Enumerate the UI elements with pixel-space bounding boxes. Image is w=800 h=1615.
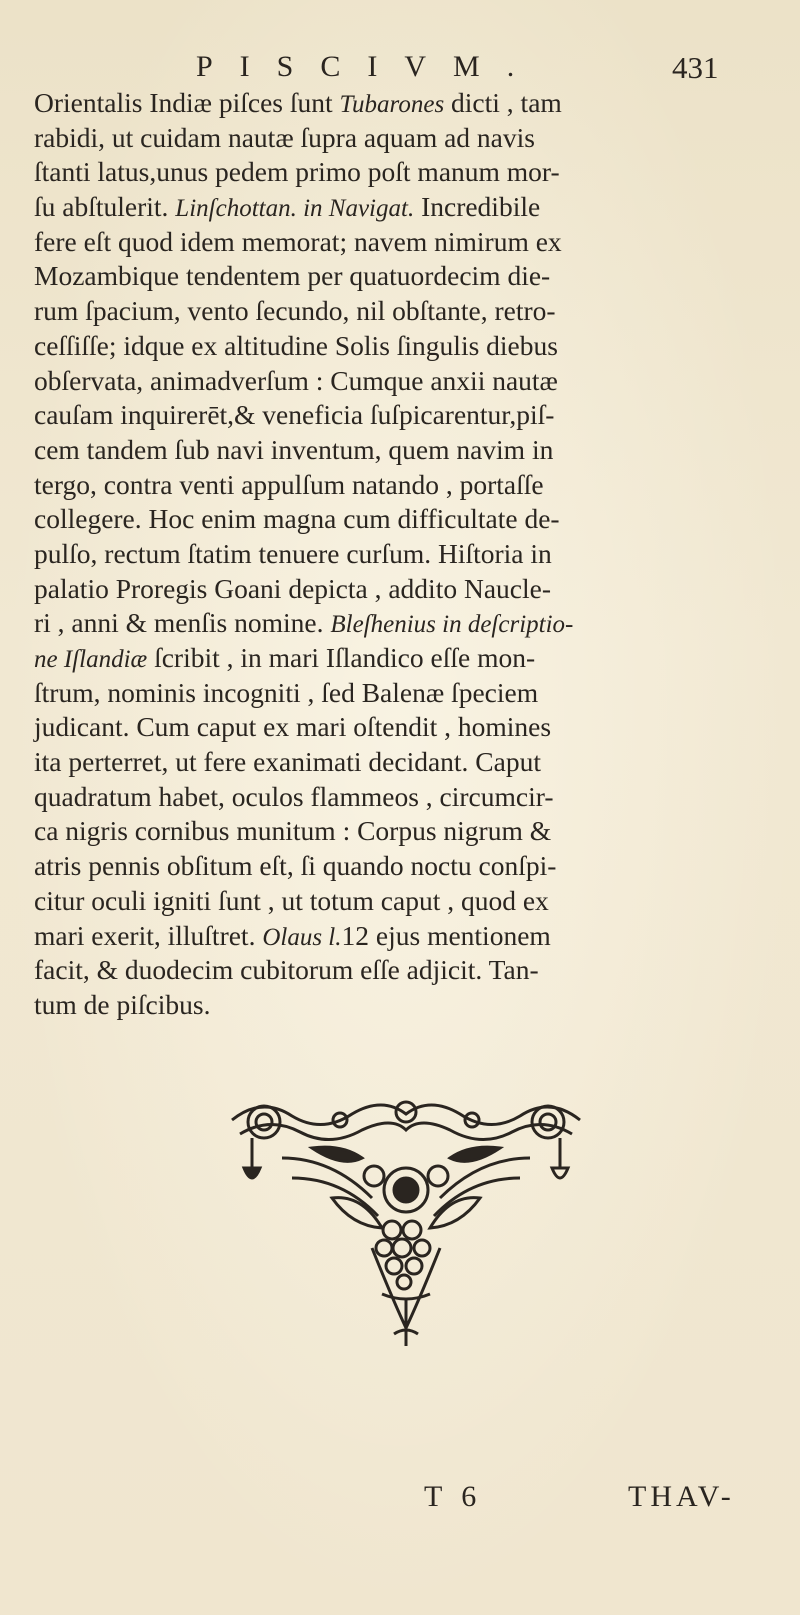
catchword: THAV- bbox=[628, 1480, 735, 1513]
text-line bbox=[34, 710, 734, 745]
text-line bbox=[34, 537, 734, 572]
italic-citation: Tubarones bbox=[339, 91, 445, 118]
text-segment: dicti , tam bbox=[444, 87, 562, 118]
text-line bbox=[34, 988, 734, 1023]
text-segment: collegere. Hoc enim magna cum difficultate de- bbox=[34, 503, 560, 535]
text-line bbox=[34, 190, 734, 225]
text-line bbox=[34, 121, 734, 156]
text-line bbox=[34, 814, 734, 849]
text-line bbox=[34, 398, 734, 433]
text-line bbox=[34, 919, 734, 954]
text-segment: tum de piſcibus. bbox=[34, 988, 211, 1020]
text-segment: cauſam inquirerēt,& veneficia ſuſpicarentur,piſ- bbox=[34, 399, 555, 431]
text-segment: rabidi, ut cuidam nautæ ſupra aquam ad navis bbox=[34, 121, 535, 153]
italic-citation: ne Iſlandiæ bbox=[34, 646, 148, 673]
text-segment: ri , anni & menſis nomine. bbox=[34, 607, 331, 639]
text-line bbox=[34, 884, 734, 919]
text-segment: palatio Proregis Goani depicta , addito Naucle- bbox=[34, 572, 551, 604]
text-segment: fere eſt quod idem memorat; navem nimirum ex bbox=[34, 225, 562, 257]
text-segment: ita perterret, ut fere exanimati decidant. Caput bbox=[34, 746, 541, 778]
text-line bbox=[34, 294, 734, 329]
text-segment: quadratum habet, oculos flammeos , circumcir- bbox=[34, 780, 554, 812]
text-line bbox=[34, 259, 734, 294]
text-line bbox=[34, 606, 734, 641]
text-segment: ſu abſtulerit. bbox=[34, 191, 176, 223]
text-segment: citur oculi igniti ſunt , ut totum caput , quod ex bbox=[34, 884, 549, 916]
text-line bbox=[34, 502, 734, 537]
text-segment: cem tandem ſub navi inventum, quem navim in bbox=[34, 433, 554, 465]
text-line bbox=[34, 468, 734, 503]
page-footer bbox=[0, 1470, 800, 1520]
text-segment: pulſo, rectum ſtatim tenuere curſum. Hiſtoria in bbox=[34, 537, 552, 569]
text-line bbox=[34, 745, 734, 780]
text-segment: rum ſpacium, vento ſecundo, nil obſtante, retro- bbox=[34, 295, 556, 327]
text-segment: ſtrum, nominis incogniti , ſed Balenæ ſpeciem bbox=[34, 676, 539, 708]
text-segment: facit, & duodecim cubitorum eſſe adjicit. Tan- bbox=[34, 954, 539, 986]
text-line bbox=[34, 364, 734, 399]
text-segment: mari exerit, illuſtret. bbox=[34, 919, 263, 951]
italic-citation: Linſchottan. in Navigat. bbox=[175, 195, 415, 223]
body-text bbox=[34, 86, 734, 1023]
text-segment: ſtanti latus,unus pedem primo poſt manum mor- bbox=[34, 156, 560, 188]
text-line bbox=[34, 572, 734, 607]
text-segment: ſcribit , in mari Iſlandico eſſe mon- bbox=[147, 642, 536, 673]
floral-tailpiece-icon bbox=[222, 1098, 590, 1348]
text-line bbox=[34, 676, 734, 711]
text-line bbox=[34, 433, 734, 468]
running-title: PISCIVM. bbox=[196, 50, 542, 83]
signature-mark: T 6 bbox=[424, 1480, 483, 1513]
italic-citation: Olaus l. bbox=[262, 923, 342, 951]
text-line bbox=[34, 849, 734, 884]
text-line bbox=[34, 641, 734, 676]
text-line bbox=[34, 155, 734, 190]
text-segment: Orientalis Indiæ piſces ſunt bbox=[34, 87, 340, 118]
text-segment: 12 ejus mentionem bbox=[341, 919, 551, 951]
text-segment: Mozambique tendentem per quatuordecim die- bbox=[34, 260, 551, 292]
text-line bbox=[34, 780, 734, 815]
text-segment: judicant. Cum caput ex mari oſtendit , homines bbox=[34, 711, 552, 743]
italic-citation: Bleſhenius in deſcriptio- bbox=[330, 611, 574, 639]
page-number: 431 bbox=[672, 50, 719, 85]
text-segment: tergo, contra venti appulſum natando , portaſſe bbox=[34, 468, 544, 500]
text-segment: obſervata, animadverſum : Cumque anxii nautæ bbox=[34, 364, 558, 396]
text-segment: Incredibile bbox=[414, 191, 541, 223]
text-line bbox=[34, 953, 734, 988]
text-segment: ceſſiſſe; idque ex altitudine Solis ſingulis diebus bbox=[34, 329, 558, 361]
text-segment: ca nigris cornibus munitum : Corpus nigrum & bbox=[34, 815, 552, 847]
text-segment: atris pennis obſitum eſt, ſi quando noctu conſpi- bbox=[34, 850, 557, 882]
text-line bbox=[34, 225, 734, 260]
text-line bbox=[34, 329, 734, 364]
text-line bbox=[34, 86, 734, 121]
running-head bbox=[0, 42, 800, 92]
